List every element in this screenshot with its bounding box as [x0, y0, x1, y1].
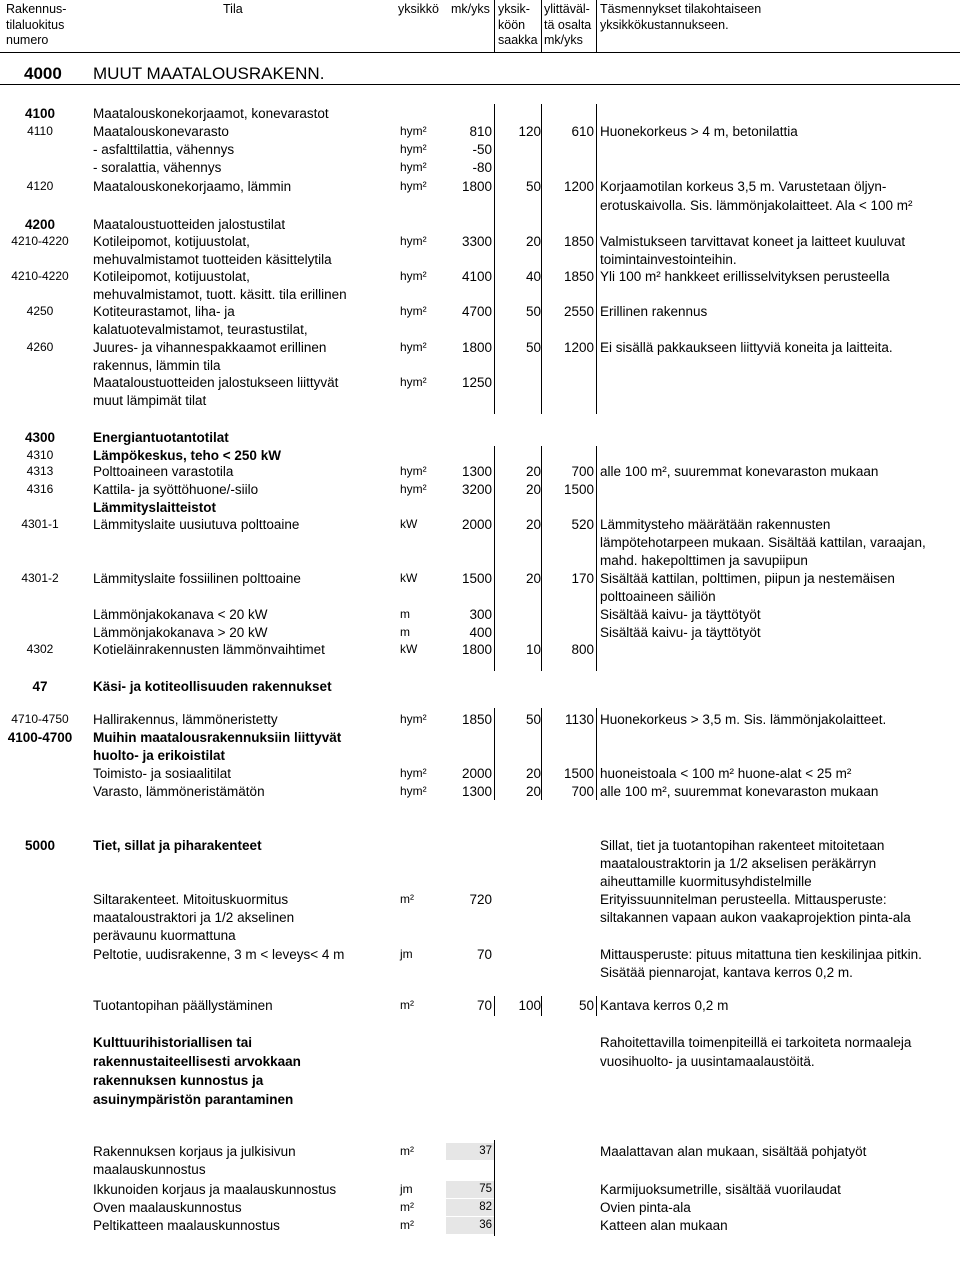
column-separator: [596, 446, 597, 671]
row-name: Juures- ja vihannespakkaamot erillinen: [93, 340, 327, 355]
row-note: Huonekorkeus > 3,5 m. Sis. lämmönjakolaitteet.: [600, 712, 887, 727]
row-note: Katteen alan mukaan: [600, 1218, 728, 1233]
row-note: Erityissuunnitelman perusteella. Mittausperuste:: [600, 892, 887, 907]
row-unit: m²: [400, 998, 414, 1012]
row-unit: kW: [400, 642, 418, 656]
row-price: -50: [472, 142, 492, 157]
row-threshold: 20: [525, 784, 541, 799]
row-name: Lämpökeskus, teho < 250 kW: [93, 448, 281, 463]
row-price: 720: [469, 892, 492, 907]
row-price: 1300: [461, 464, 492, 479]
row-excess-price: 700: [571, 784, 594, 799]
row-excess-price: 700: [571, 464, 594, 479]
table-row: [0, 890, 960, 909]
table-row: [0, 104, 960, 123]
row-unit: hym²: [400, 179, 427, 193]
row-name: Oven maalauskunnostus: [93, 1200, 242, 1215]
row-name: huolto- ja erikoistilat: [93, 748, 226, 763]
table-row: [0, 782, 960, 801]
row-excess-price: 610: [571, 124, 594, 139]
table-row: [0, 764, 960, 783]
table-row: [0, 569, 960, 588]
row-name: Kotieläinrakennusten lämmönvaihtimet: [93, 642, 325, 657]
row-name: Tiet, sillat ja piharakenteet: [93, 838, 262, 853]
row-unit: jm: [400, 1182, 413, 1196]
row-code: 4250: [26, 304, 54, 318]
row-code: 4316: [26, 482, 54, 496]
row-threshold: 50: [525, 712, 541, 727]
row-name: Varasto, lämmöneristämätön: [93, 784, 265, 799]
table-row: [0, 1052, 960, 1071]
row-code: 4310: [26, 448, 54, 462]
row-note: maataloustraktorin ja 1/2 akselisen peräkärryn: [600, 856, 877, 871]
column-separator: [541, 996, 542, 1016]
row-name: Peltotie, uudisrakenne, 3 m < leveys< 4 m: [93, 947, 345, 962]
header-code: Rakennus- tilaluokitus numero: [6, 2, 67, 47]
column-separator: [541, 708, 542, 800]
row-unit: hym²: [400, 766, 427, 780]
row-note: Erillinen rakennus: [600, 304, 708, 319]
table-row: [0, 267, 960, 286]
row-unit: jm: [400, 947, 413, 961]
row-threshold: 40: [525, 269, 541, 284]
table-row: [0, 1160, 960, 1179]
table-row: [0, 140, 960, 159]
table-row: [0, 1071, 960, 1090]
row-excess-price: 2550: [563, 304, 594, 319]
row-name: - soralattia, vähennys: [93, 160, 222, 175]
row-threshold: 50: [525, 179, 541, 194]
row-code: 4110: [27, 124, 53, 138]
row-note: Valmistukseen tarvittavat koneet ja laitteet kuuluvat: [600, 234, 906, 249]
header-divider: [0, 52, 960, 53]
row-price: 82: [479, 1201, 492, 1213]
row-name: Peltikatteen maalauskunnostus: [93, 1218, 280, 1233]
row-code: 4302: [26, 642, 54, 656]
row-name: Käsi- ja kotiteollisuuden rakennukset: [93, 679, 332, 694]
row-excess-price: 800: [571, 642, 594, 657]
table-row: [0, 587, 960, 606]
row-threshold: 20: [525, 517, 541, 532]
table-row: [0, 746, 960, 765]
row-excess-price: 1130: [564, 712, 594, 727]
row-code: 4200: [24, 217, 56, 232]
row-price: 75: [479, 1183, 492, 1195]
row-excess-price: 1500: [563, 766, 594, 781]
row-excess-price: 1850: [563, 269, 594, 284]
header-name: Tila: [223, 2, 243, 16]
row-unit: hym²: [400, 234, 427, 248]
table-row: [0, 1216, 960, 1235]
row-unit: m: [400, 625, 410, 639]
row-name: Muihin maatalousrakennuksiin liittyvät: [93, 730, 342, 745]
column-separator: [494, 104, 495, 414]
row-code: 4100-4700: [7, 730, 73, 745]
row-unit: kW: [400, 571, 418, 585]
row-name: Rakennuksen korjaus ja julkisivun: [93, 1144, 296, 1159]
row-price: 1800: [461, 642, 492, 657]
row-unit: hym²: [400, 464, 427, 478]
table-row: [0, 232, 960, 251]
row-name: Ikkunoiden korjaus ja maalauskunnostus: [93, 1182, 337, 1197]
row-threshold: 20: [525, 571, 541, 586]
row-name: maataloustraktori ja 1/2 akselinen: [93, 910, 295, 925]
row-price: 36: [479, 1219, 492, 1231]
row-price: 70: [476, 947, 492, 962]
row-price: 300: [469, 607, 492, 622]
row-note: Sisältää kaivu- ja täyttötyöt: [600, 625, 761, 640]
table-row: [0, 640, 960, 659]
row-name: mehuvalmistamot, tuott. käsitt. tila erillinen: [93, 287, 347, 302]
row-note: Lämmitysteho määrätään rakennusten: [600, 517, 831, 532]
section-divider: [0, 84, 960, 85]
row-excess-price: 1200: [563, 340, 594, 355]
row-note: alle 100 m², suuremmat konevaraston mukaan: [600, 784, 879, 799]
row-unit: m²: [400, 1218, 414, 1232]
row-unit: hym²: [400, 340, 427, 354]
table-row: [0, 996, 960, 1015]
row-code: 4210-4220: [11, 234, 69, 248]
row-unit: m²: [400, 892, 414, 906]
row-price: 3200: [461, 482, 492, 497]
row-excess-price: 170: [571, 571, 594, 586]
row-note: Yli 100 m² hankkeet erillisselvityksen perusteella: [600, 269, 890, 284]
row-note: toimintainvestointeihin.: [600, 252, 737, 267]
row-note: Kantava kerros 0,2 m: [600, 998, 729, 1013]
column-separator: [596, 996, 597, 1016]
row-excess-price: 50: [578, 998, 594, 1013]
row-price: 3300: [461, 234, 492, 249]
row-price: -80: [472, 160, 492, 175]
row-name: Kotileipomot, kotijuustolat,: [93, 234, 250, 249]
column-separator: [596, 708, 597, 800]
row-code: 4710-4750: [11, 712, 69, 726]
table-row: [0, 854, 960, 873]
row-note: Korjaamotilan korkeus 3,5 m. Varustetaan öljyn-: [600, 179, 887, 194]
row-threshold: 20: [525, 464, 541, 479]
table-row: [0, 196, 960, 215]
table-row: [0, 836, 960, 855]
header-v1: mk/yks: [451, 2, 490, 16]
row-name: Kotileipomot, kotijuustolat,: [93, 269, 250, 284]
table-row: [0, 728, 960, 747]
table-row: [0, 177, 960, 196]
row-price: 1800: [461, 340, 492, 355]
column-separator: [494, 0, 495, 52]
table-row: [0, 373, 960, 392]
header-note: Täsmennykset tilakohtaiseen yksikkökustannukseen.: [600, 2, 762, 32]
row-name: Kulttuurihistoriallisen tai: [93, 1035, 253, 1050]
row-unit: hym²: [400, 375, 427, 389]
row-note: mahd. hakepolttimen ja savupiipun: [600, 553, 808, 568]
row-excess-price: 1500: [563, 482, 594, 497]
row-name: Tuotantopihan päällystäminen: [93, 998, 273, 1013]
row-code: 4301-1: [21, 517, 59, 531]
column-separator: [494, 1140, 495, 1236]
row-price: 2000: [461, 517, 492, 532]
row-note: siltakannen vapaan aukon vaakaprojektion pinta-ala: [600, 910, 911, 925]
row-name: Polttoaineen varastotila: [93, 464, 234, 479]
column-separator: [494, 446, 495, 671]
row-price: 70: [476, 998, 492, 1013]
table-header: [0, 0, 960, 52]
row-price: 400: [469, 625, 492, 640]
table-row: [0, 158, 960, 177]
row-price: 1800: [461, 179, 492, 194]
section-title: MUUT MAATALOUSRAKENN.: [93, 64, 325, 83]
row-name: muut lämpimät tilat: [93, 393, 207, 408]
table-row: [0, 677, 960, 696]
row-code: 4120: [26, 179, 54, 193]
row-unit: m: [400, 607, 410, 621]
row-unit: kW: [400, 517, 418, 531]
column-separator: [541, 104, 542, 414]
row-code: 4301-2: [21, 571, 59, 585]
row-name: mehuvalmistamot tuotteiden käsittelytila: [93, 252, 332, 267]
table-row: [0, 710, 960, 729]
row-code: 4100: [24, 106, 56, 121]
row-price: 4700: [461, 304, 492, 319]
row-note: Mittausperuste: pituus mitattuna tien keskilinjaa pitkin.: [600, 947, 922, 962]
row-price: 1850: [461, 712, 492, 727]
row-name: Lämmityslaite uusiutuva polttoaine: [93, 517, 300, 532]
row-name: Kattila- ja syöttöhuone/-siilo: [93, 482, 259, 497]
row-price: 4100: [461, 269, 492, 284]
row-name: Lämmönjakokanava < 20 kW: [93, 607, 268, 622]
row-note: aiheuttamille kuormitusyhdistelmille: [600, 874, 812, 889]
row-unit: hym²: [400, 160, 427, 174]
row-price: 810: [469, 124, 492, 139]
row-name: kalatuotevalmistamot, teurastustilat,: [93, 322, 308, 337]
row-code: 5000: [24, 838, 56, 853]
row-name: perävaunu kuormattuna: [93, 928, 236, 943]
table-row: [0, 872, 960, 891]
row-name: Kotiteurastamot, liha- ja: [93, 304, 235, 319]
table-row: [0, 533, 960, 552]
row-price: 1500: [461, 571, 492, 586]
row-unit: hym²: [400, 712, 427, 726]
row-name: rakennustaiteellisesti arvokkaan: [93, 1054, 301, 1069]
row-excess-price: 1850: [563, 234, 594, 249]
section-code: 4000: [24, 64, 62, 83]
table-row: [0, 480, 960, 499]
row-threshold: 10: [525, 642, 541, 657]
row-code: 4313: [26, 464, 54, 478]
row-name: rakennuksen kunnostus ja: [93, 1073, 264, 1088]
row-unit: m²: [400, 1144, 414, 1158]
table-row: [0, 908, 960, 927]
table-row: [0, 605, 960, 624]
row-name: Lämmityslaitteistot: [93, 500, 217, 515]
row-note: Sisältää kaivu- ja täyttötyöt: [600, 607, 761, 622]
table-row: [0, 945, 960, 964]
row-note: polttoaineen säiliön: [600, 589, 716, 604]
row-unit: m²: [400, 1200, 414, 1214]
table-row: [0, 963, 960, 982]
row-note: Sisältää kattilan, polttimen, piipun ja nestemäisen: [600, 571, 895, 586]
row-name: asuinympäristön parantaminen: [93, 1092, 294, 1107]
row-name: Toimisto- ja sosiaalitilat: [93, 766, 232, 781]
row-price: 37: [479, 1145, 492, 1157]
row-price: 1300: [461, 784, 492, 799]
table-row: [0, 551, 960, 570]
column-separator: [541, 0, 542, 52]
row-price: 1250: [461, 375, 492, 390]
row-note: Karmijuoksumetrille, sisältää vuorilaudat: [600, 1182, 841, 1197]
column-separator: [596, 0, 597, 52]
row-name: Maatalouskonekorjaamot, konevarastot: [93, 106, 329, 121]
row-excess-price: 520: [571, 517, 594, 532]
row-note: Sillat, tiet ja tuotantopihan rakenteet mitoitetaan: [600, 838, 885, 853]
row-unit: hym²: [400, 482, 427, 496]
row-note: huoneistoala < 100 m² huone-alat < 25 m²: [600, 766, 852, 781]
row-name: Lämmönjakokanava > 20 kW: [93, 625, 268, 640]
row-threshold: 20: [525, 766, 541, 781]
row-note: vuosihuolto- ja uusintamaalaustöitä.: [600, 1054, 815, 1069]
row-threshold: 20: [525, 482, 541, 497]
table-row: [0, 1198, 960, 1217]
row-threshold: 100: [518, 998, 541, 1013]
row-name: Energiantuotantotilat: [93, 430, 229, 445]
column-separator: [596, 104, 597, 414]
row-code: 4260: [26, 340, 54, 354]
row-excess-price: 1200: [563, 179, 594, 194]
row-unit: hym²: [400, 784, 427, 798]
row-note: Rahoitettavilla toimenpiteillä ei tarkoiteta normaaleja: [600, 1035, 912, 1050]
row-name: maalauskunnostus: [93, 1162, 206, 1177]
column-separator: [494, 708, 495, 800]
table-row: [0, 1180, 960, 1199]
header-v2: yksik- köön saakka: [498, 2, 538, 47]
row-code: 4210-4220: [11, 269, 69, 283]
row-code: 4300: [24, 430, 56, 445]
row-price: 2000: [461, 766, 492, 781]
table-row: [0, 428, 960, 447]
row-threshold: 20: [525, 234, 541, 249]
row-note: lämpötehotarpeen mukaan. Sisältää kattilan, varaajan,: [600, 535, 926, 550]
row-name: rakennus, lämmin tila: [93, 358, 221, 373]
row-code: 47: [32, 679, 48, 694]
table-row: [0, 926, 960, 945]
row-unit: hym²: [400, 269, 427, 283]
row-name: Maatalouskonevarasto: [93, 124, 229, 139]
column-separator: [494, 996, 495, 1016]
row-name: Maataloustuotteiden jalostukseen liittyvät: [93, 375, 339, 390]
table-row: [0, 391, 960, 410]
row-note: Ei sisällä pakkaukseen liittyviä koneita ja laitteita.: [600, 340, 893, 355]
row-name: Hallirakennus, lämmöneristetty: [93, 712, 278, 727]
row-threshold: 120: [518, 124, 541, 139]
row-unit: hym²: [400, 124, 427, 138]
table-row: [0, 320, 960, 339]
row-note: erotuskaivolla. Sis. lämmönjakolaitteet. Ala < 100 m²: [600, 198, 913, 213]
row-threshold: 50: [525, 304, 541, 319]
table-row: [0, 1142, 960, 1161]
row-unit: hym²: [400, 142, 427, 156]
row-note: Ovien pinta-ala: [600, 1200, 691, 1215]
row-name: Lämmityslaite fossiilinen polttoaine: [93, 571, 301, 586]
row-name: Maataloustuotteiden jalostustilat: [93, 217, 286, 232]
header-v3: ylittäväl- tä osalta mk/yks: [544, 2, 592, 47]
column-separator: [541, 446, 542, 671]
table-row: [0, 515, 960, 534]
header-unit: yksikkö: [398, 2, 439, 16]
table-row: [0, 338, 960, 357]
row-name: Maatalouskonekorjaamo, lämmin: [93, 179, 292, 194]
row-unit: hym²: [400, 304, 427, 318]
table-row: [0, 302, 960, 321]
row-threshold: 50: [525, 340, 541, 355]
row-note: alle 100 m², suuremmat konevaraston mukaan: [600, 464, 879, 479]
table-row: [0, 122, 960, 141]
row-name: - asfalttilattia, vähennys: [93, 142, 235, 157]
row-note: Sisätää piennarojat, kantava kerros 0,2 m.: [600, 965, 853, 980]
table-row: [0, 1090, 960, 1109]
row-note: Huonekorkeus > 4 m, betonilattia: [600, 124, 798, 139]
row-note: Maalattavan alan mukaan, sisältää pohjatyöt: [600, 1144, 867, 1159]
table-row: [0, 462, 960, 481]
row-name: Siltarakenteet. Mitoituskuormitus: [93, 892, 289, 907]
table-row: [0, 1033, 960, 1052]
